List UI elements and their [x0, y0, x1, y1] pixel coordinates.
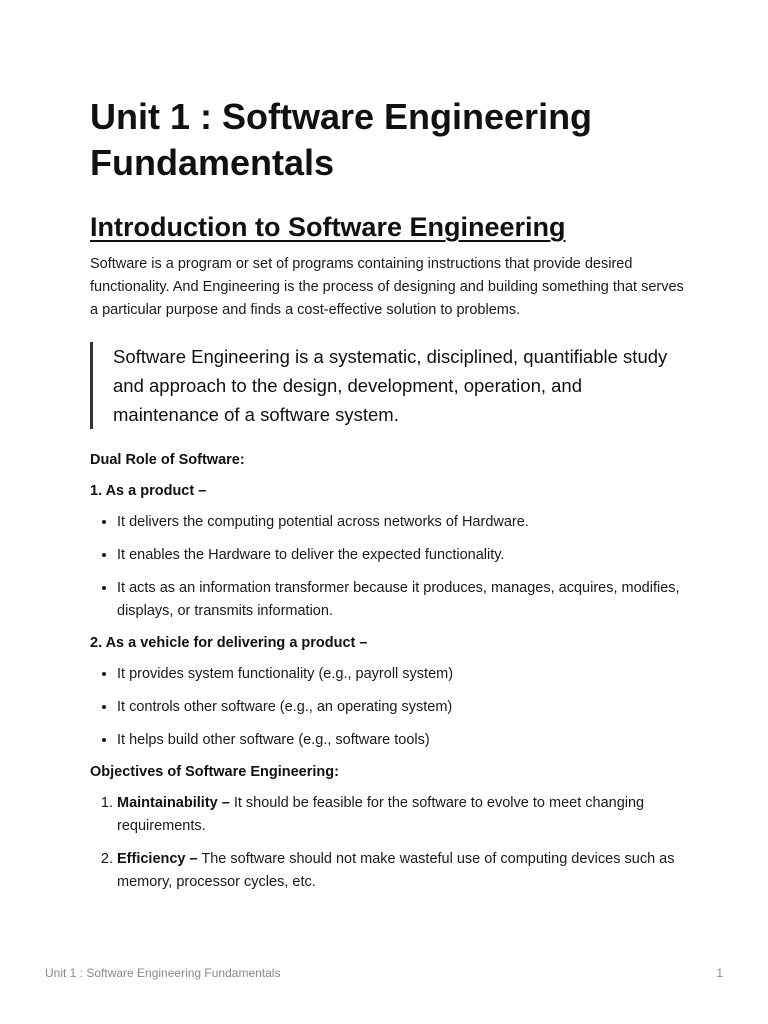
intro-paragraph: Software is a program or set of programs containing instructions that provide desired functionality. And Engineering is the process of designing and building something that serves a particular purpose and finds a cost-effective solution to problems.	[90, 256, 684, 318]
list-item	[117, 848, 690, 894]
list-item: • It enables the Hardware to deliver the expected functionality.	[117, 544, 690, 567]
list-item: • It acts as an information transformer because it produces, manages, acquires, modifies, displays, or transmits information.	[117, 577, 690, 623]
as-vehicle-list	[90, 663, 690, 752]
section-heading: Introduction to Software Engineering	[90, 212, 566, 242]
objective-term: Efficiency –	[117, 851, 198, 867]
objective-text: It should be feasible for the software to evolve to meet changing requirements.	[117, 795, 645, 834]
page-title: Unit 1 : Software Engineering Fundamentals	[90, 96, 593, 183]
objectives-heading: Objectives of Software Engineering:	[90, 764, 339, 780]
document-page	[90, 94, 690, 894]
page-number: 1	[716, 966, 723, 980]
as-product-heading: 1. As a product –	[90, 483, 207, 499]
objectives-list	[90, 792, 690, 894]
footer-title: Unit 1 : Software Engineering Fundamentals	[45, 966, 281, 980]
as-product-list	[90, 511, 690, 623]
list-item: • It helps build other software (e.g., software tools)	[117, 729, 690, 752]
dual-role-heading: Dual Role of Software:	[90, 452, 245, 468]
objective-text: The software should not make wasteful use of computing devices such as memory, processor cycles, etc.	[117, 851, 675, 890]
definition-quote: Software Engineering is a systematic, disciplined, quantifiable study and approach to the design, development, operation, and maintenance of a software system.	[90, 342, 690, 429]
as-vehicle-heading: 2. As a vehicle for delivering a product –	[90, 635, 368, 651]
list-item	[117, 792, 690, 838]
list-item: • It controls other software (e.g., an operating system)	[117, 696, 690, 719]
list-item: • It provides system functionality (e.g., payroll system)	[117, 663, 690, 686]
list-item: • It delivers the computing potential across networks of Hardware.	[117, 511, 690, 534]
objective-term: Maintainability –	[117, 795, 230, 811]
